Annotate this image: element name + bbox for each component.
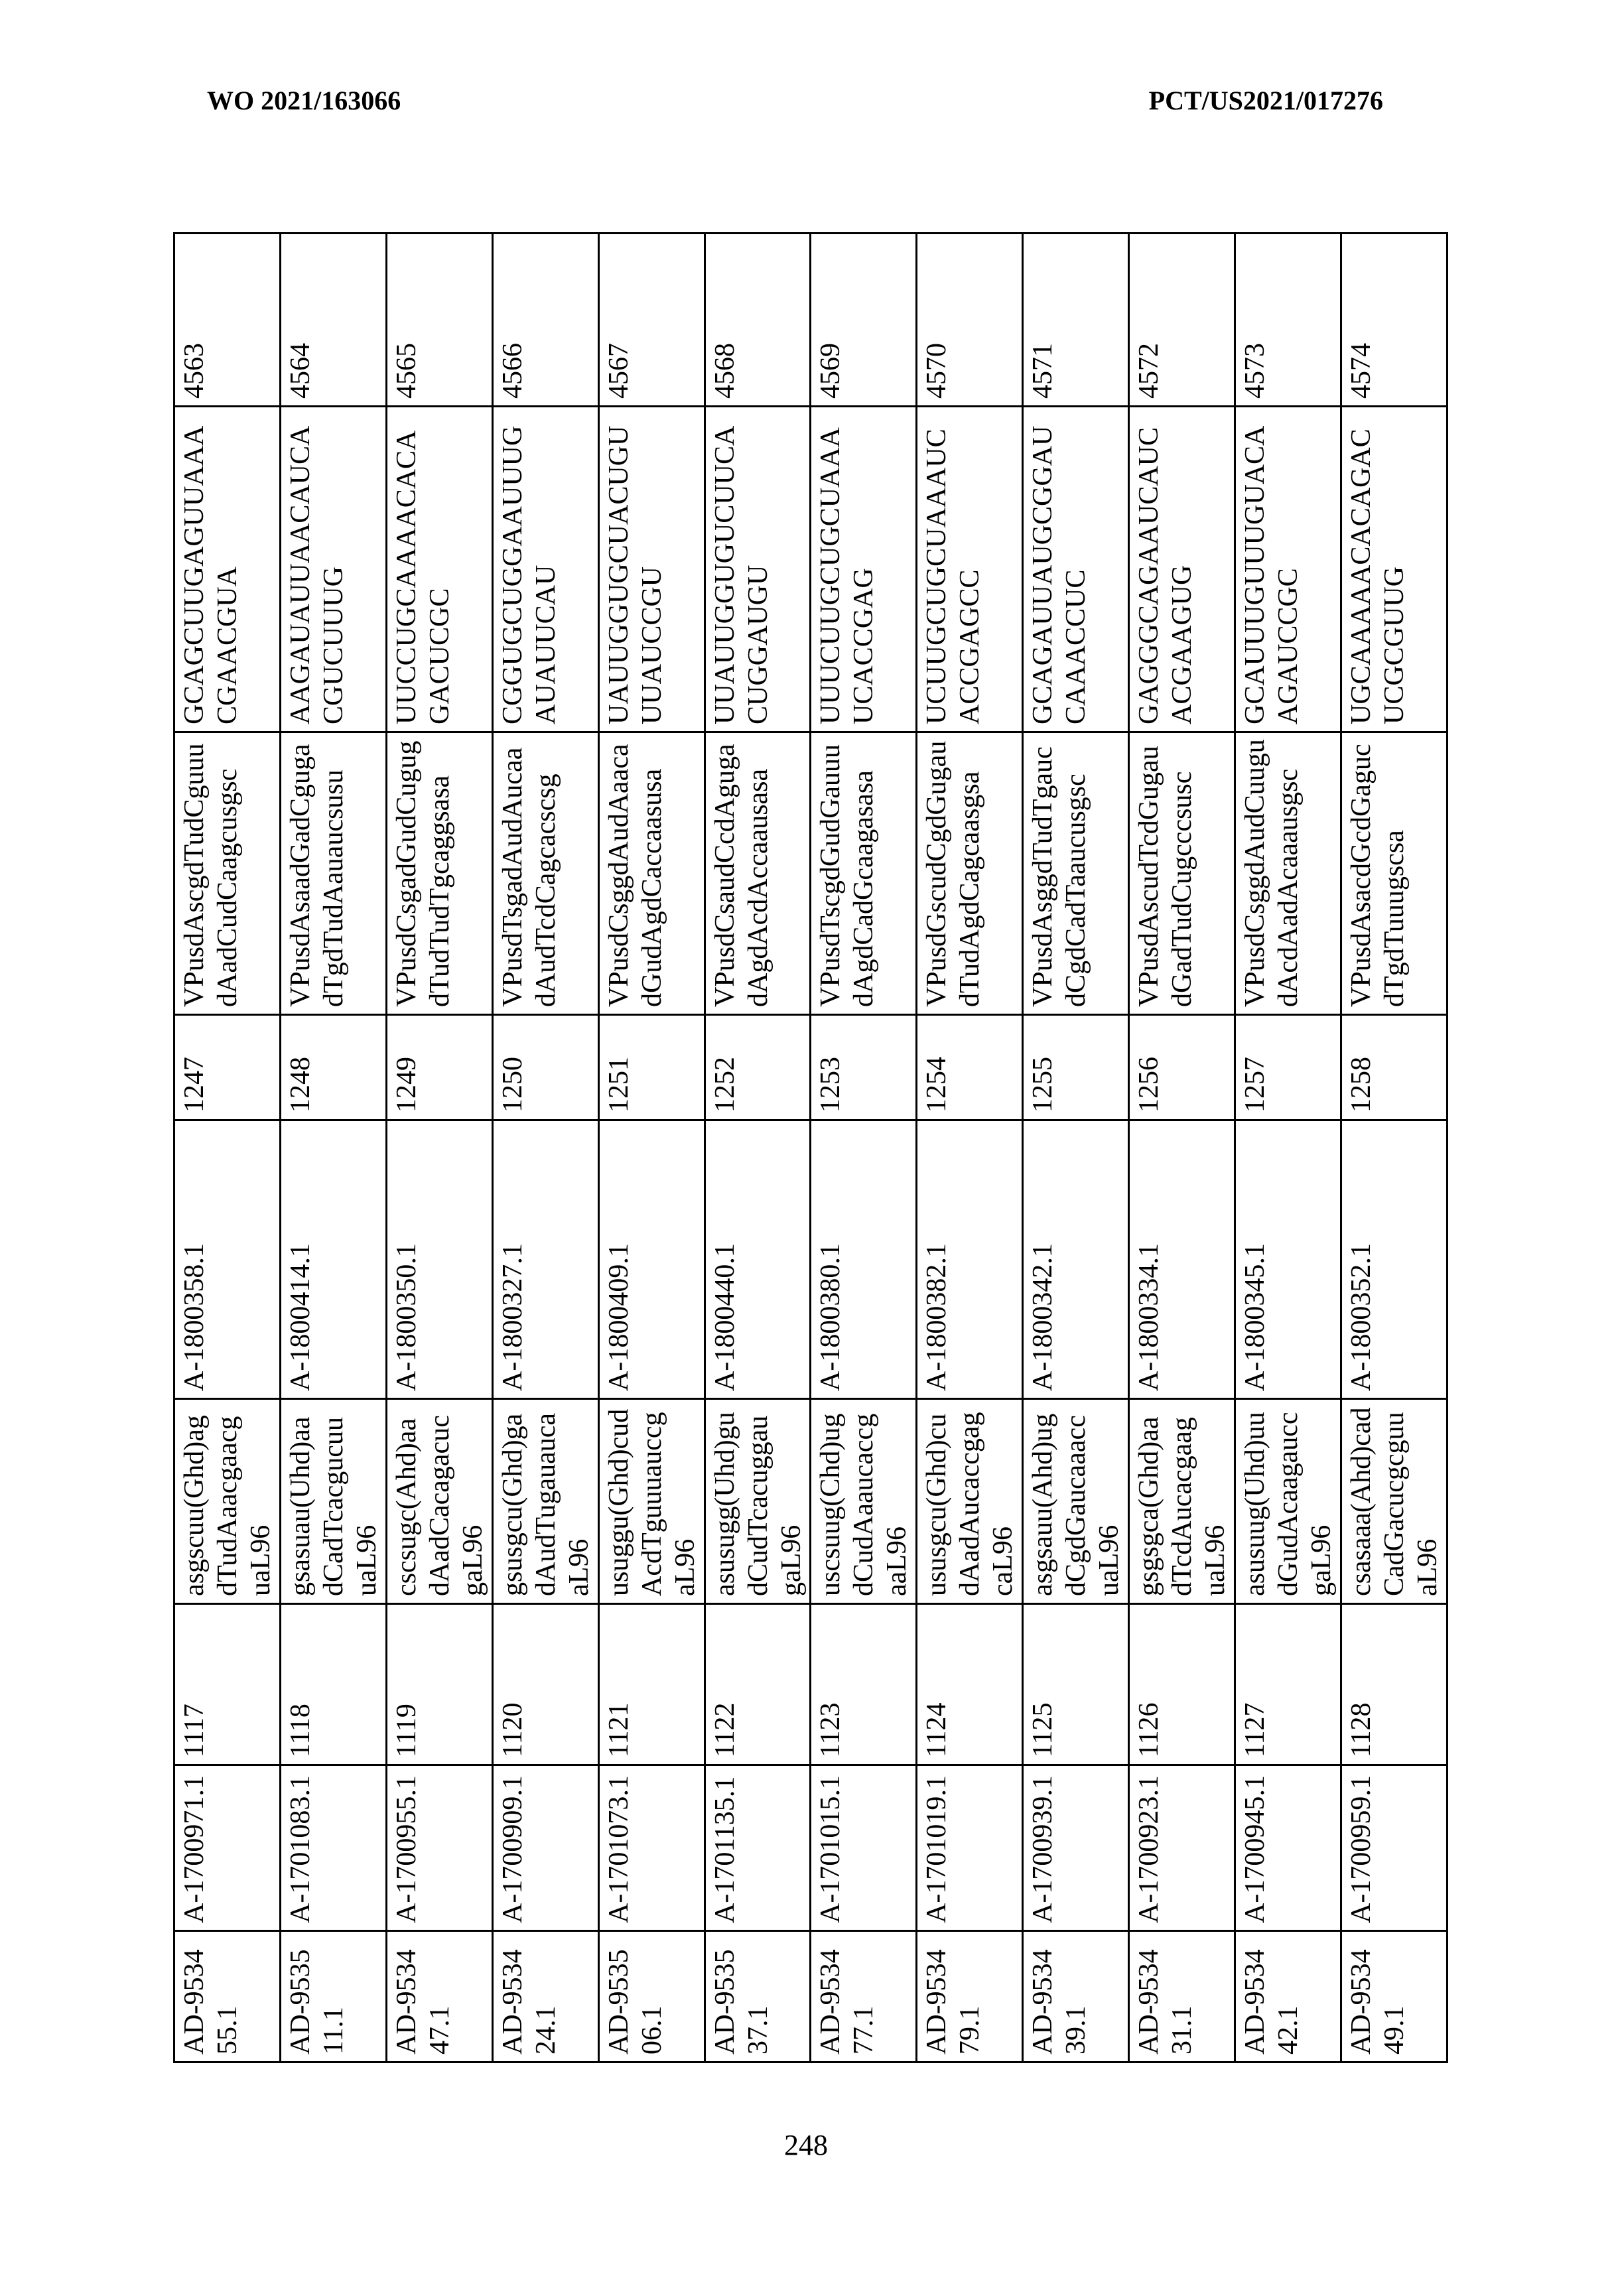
antisense-oligo-id-cell: A-1800382.1	[917, 1120, 1023, 1399]
target-sequence-cell: GCAGCUUGAGUUAAACGAACGUA	[174, 407, 281, 732]
duplex-id-cell: AD-953506.1	[598, 1931, 705, 2062]
sense-oligo-id-cell: A-1700971.1	[174, 1765, 281, 1931]
target-sequence-cell: UUUCUUGCUGCUAAAUCACCGAG	[811, 407, 917, 732]
sense-sequence-cell: cscsugc(Ahd)aadAadCacagacucgaL96	[386, 1399, 492, 1604]
duplex-id-cell: AD-953449.1	[1341, 1931, 1447, 2062]
antisense-sequence-cell: VPusdAscgdTudCguuudAadCudCaagcusgsc	[174, 732, 281, 1015]
sense-oligo-id-cell: A-1700959.1	[1341, 1765, 1447, 1931]
target-seq-id-cell: 4574	[1341, 234, 1447, 407]
antisense-seq-id-cell: 1254	[917, 1015, 1023, 1120]
target-seq-id-cell: 4566	[492, 234, 598, 407]
antisense-oligo-id-cell: A-1800334.1	[1129, 1120, 1235, 1399]
sense-sequence-cell: asusuug(Uhd)uudGudAcaagauccgaL96	[1235, 1399, 1341, 1604]
publication-number: WO 2021/163066	[207, 85, 401, 116]
target-seq-id-cell: 4572	[1129, 234, 1235, 407]
antisense-oligo-id-cell: A-1800345.1	[1235, 1120, 1341, 1399]
sense-seq-id-cell: 1121	[598, 1604, 705, 1765]
table-row	[811, 234, 917, 2062]
antisense-sequence-cell: VPusdCsggdAudAaacadGudAgdCaccaasusa	[598, 732, 705, 1015]
sense-oligo-id-cell: A-1701135.1	[705, 1765, 811, 1931]
duplex-id-cell: AD-953424.1	[492, 1931, 598, 2062]
target-sequence-cell: CGGUGCUGGAAUUUGAUAUUCAU	[492, 407, 598, 732]
sense-sequence-cell: gsgsgca(Ghd)aadTcdAucacgaaguaL96	[1129, 1399, 1235, 1604]
target-sequence-cell: GCAUUUGUUUGUACAAGAUCCGC	[1235, 407, 1341, 732]
antisense-seq-id-cell: 1257	[1235, 1015, 1341, 1120]
antisense-oligo-id-cell: A-1800352.1	[1341, 1120, 1447, 1399]
sense-oligo-id-cell: A-1700939.1	[1023, 1765, 1129, 1931]
target-seq-id-cell: 4571	[1023, 234, 1129, 407]
duplex-id-cell: AD-953431.1	[1129, 1931, 1235, 2062]
antisense-sequence-cell: VPusdAsggdTudTgaucdCgdCadTaaucusgsc	[1023, 732, 1129, 1015]
antisense-sequence-cell: VPusdGscudCgdGugaudTudAgdCagcaasgsa	[917, 732, 1023, 1015]
antisense-oligo-id-cell: A-1800380.1	[811, 1120, 917, 1399]
antisense-sequence-cell: VPusdAscudTcdGugaudGadTudCugcccsusc	[1129, 732, 1235, 1015]
target-seq-id-cell: 4573	[1235, 234, 1341, 407]
table-row	[492, 234, 598, 2062]
antisense-sequence-cell: VPusdCsgadGudCugugdTudTudTgcaggsasa	[386, 732, 492, 1015]
sense-sequence-cell: asgsauu(Ahd)ugdCgdGaucaaaccuaL96	[1023, 1399, 1129, 1604]
sense-oligo-id-cell: A-1700945.1	[1235, 1765, 1341, 1931]
sense-oligo-id-cell: A-1700909.1	[492, 1765, 598, 1931]
sense-oligo-id-cell: A-1701015.1	[811, 1765, 917, 1931]
table-row	[280, 234, 386, 2062]
target-sequence-cell: GCAGAUUAUGCGGAUCAAACCUC	[1023, 407, 1129, 732]
sense-seq-id-cell: 1126	[1129, 1604, 1235, 1765]
table-row	[174, 234, 281, 2062]
sense-sequence-cell: ususgcu(Ghd)cudAadAucaccgagcaL96	[917, 1399, 1023, 1604]
antisense-oligo-id-cell: A-1800327.1	[492, 1120, 598, 1399]
antisense-seq-id-cell: 1258	[1341, 1015, 1447, 1120]
page-number: 248	[0, 2128, 1612, 2162]
table-row	[1023, 234, 1129, 2062]
table-row	[917, 234, 1023, 2062]
target-seq-id-cell: 4567	[598, 234, 705, 407]
antisense-seq-id-cell: 1248	[280, 1015, 386, 1120]
sense-oligo-id-cell: A-1701083.1	[280, 1765, 386, 1931]
sense-seq-id-cell: 1128	[1341, 1604, 1447, 1765]
sense-oligo-id-cell: A-1701019.1	[917, 1765, 1023, 1931]
sense-seq-id-cell: 1118	[280, 1604, 386, 1765]
sense-seq-id-cell: 1125	[1023, 1604, 1129, 1765]
duplex-id-cell: AD-953455.1	[174, 1931, 281, 2062]
target-seq-id-cell: 4563	[174, 234, 281, 407]
target-seq-id-cell: 4565	[386, 234, 492, 407]
antisense-oligo-id-cell: A-1800342.1	[1023, 1120, 1129, 1399]
sense-sequence-cell: asusugg(Uhd)gudCudTcacuggaugaL96	[705, 1399, 811, 1604]
table-row	[705, 234, 811, 2062]
sense-seq-id-cell: 1117	[174, 1604, 281, 1765]
sense-oligo-id-cell: A-1700923.1	[1129, 1765, 1235, 1931]
sense-seq-id-cell: 1127	[1235, 1604, 1341, 1765]
antisense-seq-id-cell: 1256	[1129, 1015, 1235, 1120]
antisense-sequence-cell: VPusdAsacdGcdGagucdTgdTuuugscsa	[1341, 732, 1447, 1015]
target-seq-id-cell: 4568	[705, 234, 811, 407]
sense-sequence-cell: asgscuu(Ghd)agdTudAaacgaacguaL96	[174, 1399, 281, 1604]
antisense-seq-id-cell: 1250	[492, 1015, 598, 1120]
table-row	[598, 234, 705, 2062]
sense-sequence-cell: usuggu(Ghd)cudAcdTguuuauccgaL96	[598, 1399, 705, 1604]
sense-seq-id-cell: 1124	[917, 1604, 1023, 1765]
antisense-sequence-cell: VPusdTsgadAudAucaadAudTcdCagcacscsg	[492, 732, 598, 1015]
target-seq-id-cell: 4564	[280, 234, 386, 407]
target-sequence-cell: UCUUGCUGCUAAAUCACCGAGCC	[917, 407, 1023, 732]
duplex-id-cell: AD-953511.1	[280, 1931, 386, 2062]
antisense-sequence-cell: VPusdTscgdGudGauuudAgdCadGcaagasasa	[811, 732, 917, 1015]
sense-seq-id-cell: 1123	[811, 1604, 917, 1765]
antisense-seq-id-cell: 1249	[386, 1015, 492, 1120]
duplex-id-cell: AD-953479.1	[917, 1931, 1023, 2062]
target-sequence-cell: UUCCUGCAAAACACAGACUCGC	[386, 407, 492, 732]
antisense-sequence-cell: VPusdAsaadGadCgugadTgdTudAauaucsusu	[280, 732, 386, 1015]
duplex-id-cell: AD-953477.1	[811, 1931, 917, 2062]
sense-sequence-cell: csasaaa(Ahd)cadCadGacucgcguuaL96	[1341, 1399, 1447, 1604]
antisense-oligo-id-cell: A-1800440.1	[705, 1120, 811, 1399]
application-number: PCT/US2021/017276	[1149, 85, 1383, 116]
sense-seq-id-cell: 1120	[492, 1604, 598, 1765]
target-seq-id-cell: 4570	[917, 234, 1023, 407]
antisense-seq-id-cell: 1251	[598, 1015, 705, 1120]
target-sequence-cell: GAGGGCAGAAUCAUCACGAAGUG	[1129, 407, 1235, 732]
antisense-seq-id-cell: 1253	[811, 1015, 917, 1120]
antisense-oligo-id-cell: A-1800358.1	[174, 1120, 281, 1399]
antisense-oligo-id-cell: A-1800409.1	[598, 1120, 705, 1399]
target-seq-id-cell: 4569	[811, 234, 917, 407]
antisense-seq-id-cell: 1247	[174, 1015, 281, 1120]
sense-sequence-cell: uscsuug(Chd)ugdCudAaaucaccgaaL96	[811, 1399, 917, 1604]
table-row	[386, 234, 492, 2062]
table-row	[1129, 234, 1235, 2062]
target-sequence-cell: UUAUUGGUGUCUUCACUGGAUGU	[705, 407, 811, 732]
sense-seq-id-cell: 1122	[705, 1604, 811, 1765]
duplex-id-cell: AD-953537.1	[705, 1931, 811, 2062]
antisense-seq-id-cell: 1255	[1023, 1015, 1129, 1120]
sense-sequence-cell: gsusgcu(Ghd)gadAudTugauaucaaL96	[492, 1399, 598, 1604]
antisense-sequence-cell: VPusdCsggdAudCuugudAcdAadAcaaausgsc	[1235, 732, 1341, 1015]
sense-oligo-id-cell: A-1700955.1	[386, 1765, 492, 1931]
target-sequence-cell: UGCAAAAACACAGACUCGCGUUG	[1341, 407, 1447, 732]
sense-seq-id-cell: 1119	[386, 1604, 492, 1765]
antisense-oligo-id-cell: A-1800350.1	[386, 1120, 492, 1399]
target-sequence-cell: UAUUGGUGCUACUGUUUAUCCGU	[598, 407, 705, 732]
table-row	[1235, 234, 1341, 2062]
table-row	[1341, 234, 1447, 2062]
antisense-sequence-cell: VPusdCsaudCcdAgugadAgdAcdAccaausasa	[705, 732, 811, 1015]
sirna-duplex-table	[173, 232, 1448, 2063]
sense-oligo-id-cell: A-1701073.1	[598, 1765, 705, 1931]
rotated-table-container	[173, 234, 1448, 2063]
sense-sequence-cell: gsasuau(Uhd)aadCadTcacgucuuuaL96	[280, 1399, 386, 1604]
duplex-id-cell: AD-953447.1	[386, 1931, 492, 2062]
antisense-oligo-id-cell: A-1800414.1	[280, 1120, 386, 1399]
target-sequence-cell: AAGAUAUUAACAUCACGUCUUUG	[280, 407, 386, 732]
duplex-id-cell: AD-953442.1	[1235, 1931, 1341, 2062]
duplex-id-cell: AD-953439.1	[1023, 1931, 1129, 2062]
antisense-seq-id-cell: 1252	[705, 1015, 811, 1120]
